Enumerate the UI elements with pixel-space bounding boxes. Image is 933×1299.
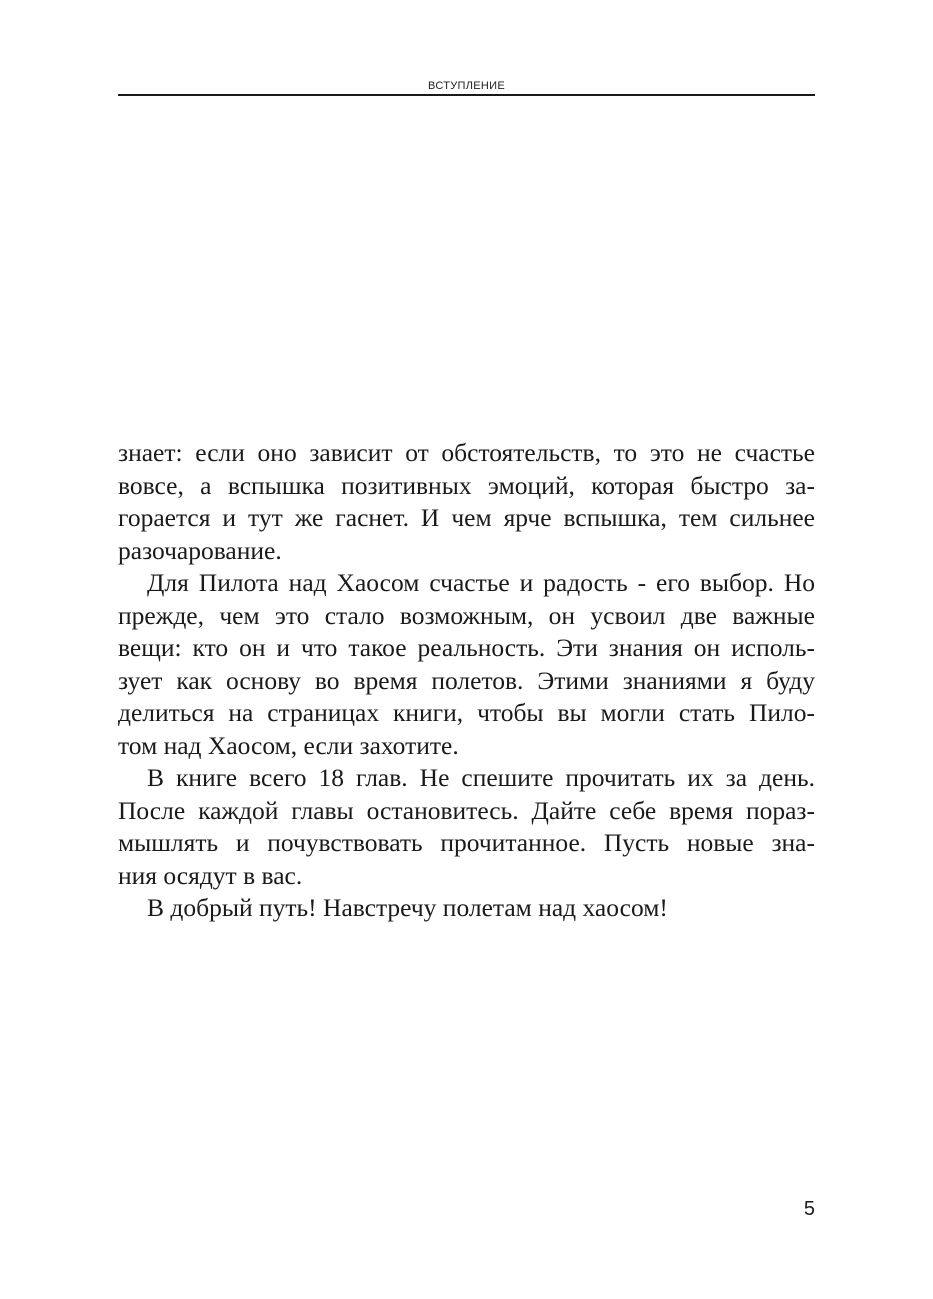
text-line: зует как основу во время полетов. Этими знаниями я буду	[118, 665, 815, 695]
body-text	[118, 437, 815, 925]
text-line: вовсе, а вспышка позитивных эмоций, которая быстро за-	[118, 470, 815, 500]
text-line: вещи: кто он и что такое реальность. Эти знания он исполь-	[118, 633, 815, 662]
text-line: знает: если оно зависит от обстоятельств, то это не счастье	[118, 438, 815, 467]
paragraph-2	[118, 567, 815, 762]
text-line: том над Хаосом, если захотите.	[118, 730, 459, 760]
paragraph-3	[118, 762, 815, 892]
text-line: разочарование.	[118, 535, 282, 565]
text-line: В добрый путь! Навстречу полетам над хаосом!	[147, 893, 668, 922]
text-line: После каждой главы остановитесь. Дайте себе время пораз-	[118, 795, 815, 825]
text-line: горается и тут же гаснет. И чем ярче вспышка, тем сильнее	[118, 503, 815, 532]
text-line: прежде, чем это стало возможным, он усвоил две важные	[118, 600, 815, 630]
text-line: В книге всего 18 глав. Не спешите прочитать их за день.	[147, 763, 815, 792]
text-line: Для Пилота над Хаосом счастье и радость - его выбор. Но	[147, 568, 815, 597]
text-line: ния осядут в вас.	[118, 860, 303, 890]
header-rule	[118, 94, 815, 96]
paragraph-1	[118, 437, 815, 567]
paragraph-4	[118, 892, 815, 925]
running-header: ВСТУПЛЕНИЕ	[428, 80, 505, 92]
text-line: мышлять и почувствовать прочитанное. Пусть новые зна-	[118, 828, 815, 857]
text-line: делиться на страницах книги, чтобы вы могли стать Пило-	[118, 698, 815, 727]
page-number: 5	[803, 1198, 815, 1220]
